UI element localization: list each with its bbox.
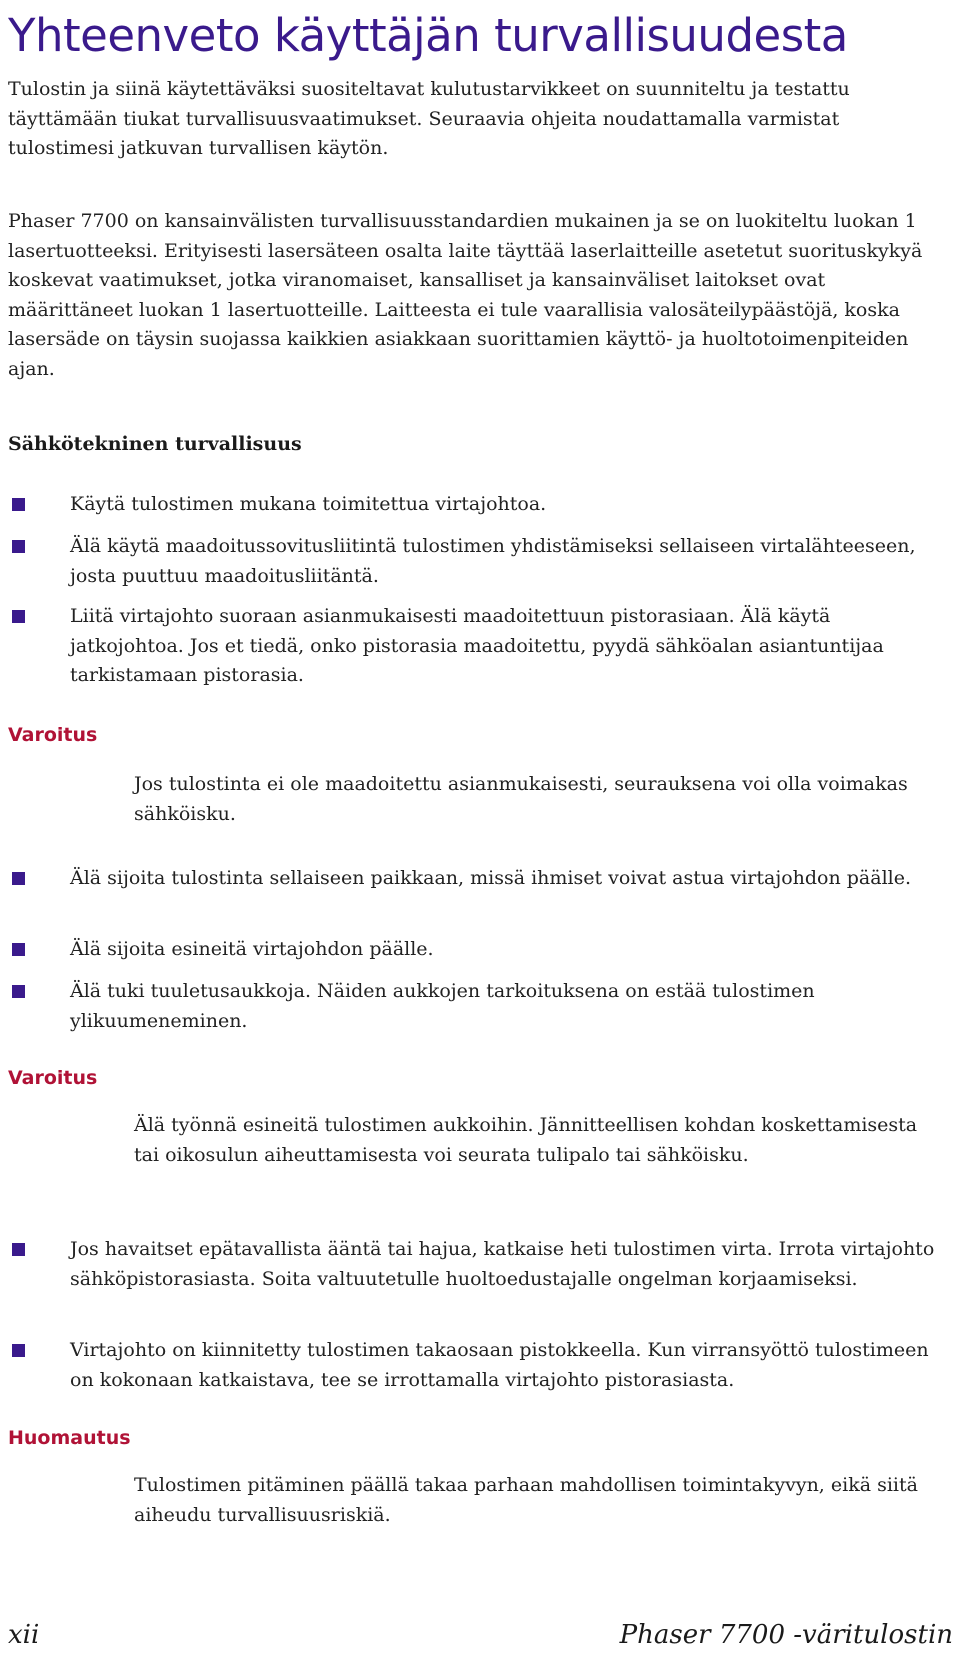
square-bullet-icon — [12, 872, 25, 885]
list-item-text: Älä käytä maadoitussovitusliitintä tulostimen yhdistämiseksi sellaiseen virtalähteeseen, josta puuttuu maadoitusliitäntä. — [70, 535, 916, 587]
laser-paragraph: Phaser 7700 on kansainvälisten turvallisuusstandardien mukainen ja se on luokiteltu luokan 1 lasertuotteeksi. Erityisesti lasersäteen osalta laite täyttää laserlaitteille asetetut suorituskykyä koskevat vaatimukset, jotka viranomaiset, kansalliset ja kansainväliset laitokset ovat määrittäneet luokan 1 lasertuotteille. Laitteesta ei tule vaarallisia valosäteilypäästöjä, koska lasersäde on täysin suojassa kaikkien asiakkaan suorittamien käyttö- ja huoltotoimenpiteiden ajan. — [8, 210, 923, 380]
intro-paragraph: Tulostin ja siinä käytettäväksi suositeltavat kulutustarvikkeet on suunniteltu ja testattu täyttämään tiukat turvallisuusvaatimukset. Seuraavia ohjeita noudattamalla varmistat tulostimesi jatkuvan turvallisen käytön. — [8, 78, 850, 159]
footer-product-name: Phaser 7700 -väritulostin — [619, 1620, 953, 1650]
square-bullet-icon — [12, 1344, 25, 1357]
page-number: xii — [8, 1620, 40, 1650]
warning-label: Varoitus — [8, 1067, 98, 1089]
section-heading: Sähkötekninen turvallisuus — [8, 433, 302, 455]
square-bullet-icon — [12, 943, 25, 956]
list-item-text: Liitä virtajohto suoraan asianmukaisesti maadoitettuun pistorasiaan. Älä käytä jatkojohtoa. Jos et tiedä, onko pistorasia maadoitettu, pyydä sähköalan asiantuntijaa tarkistamaan pistorasia. — [70, 605, 884, 686]
list-item-text: Älä sijoita tulostinta sellaiseen paikkaan, missä ihmiset voivat astua virtajohdon päälle. — [70, 867, 912, 889]
square-bullet-icon — [12, 498, 25, 511]
list-item-text: Virtajohto on kiinnitetty tulostimen takaosaan pistokkeella. Kun virransyöttö tulostimeen on kokonaan katkaistava, tee se irrottamalla virtajohto pistorasiasta. — [70, 1339, 929, 1391]
list-item-text: Jos havaitset epätavallista ääntä tai hajua, katkaise heti tulostimen virta. Irrota virtajohto sähköpistorasiasta. Soita valtuutetulle huoltoedustajalle ongelman korjaamiseksi. — [70, 1238, 935, 1290]
list-item-text: Älä tuki tuuletusaukkoja. Näiden aukkojen tarkoituksena on estää tulostimen ylikuumeneminen. — [70, 980, 815, 1032]
warning-text: Jos tulostinta ei ole maadoitettu asianmukaisesti, seurauksena voi olla voimakas sähköisku. — [134, 773, 908, 825]
warning-label: Varoitus — [8, 724, 98, 746]
square-bullet-icon — [12, 1243, 25, 1256]
list-item-text: Älä sijoita esineitä virtajohdon päälle. — [70, 938, 434, 960]
list-item-text: Käytä tulostimen mukana toimitettua virtajohtoa. — [70, 493, 547, 515]
warning-text: Älä työnnä esineitä tulostimen aukkoihin. Jännitteellisen kohdan koskettamisesta tai oikosulun aiheuttamisesta voi seurata tulipalo tai sähköisku. — [134, 1114, 918, 1166]
square-bullet-icon — [12, 610, 25, 623]
square-bullet-icon — [12, 985, 25, 998]
square-bullet-icon — [12, 540, 25, 553]
page-title: Yhteenveto käyttäjän turvallisuudesta — [8, 9, 848, 62]
note-label: Huomautus — [8, 1427, 131, 1449]
note-text: Tulostimen pitäminen päällä takaa parhaan mahdollisen toimintakyvyn, eikä siitä aiheudu turvallisuusriskiä. — [134, 1474, 918, 1526]
